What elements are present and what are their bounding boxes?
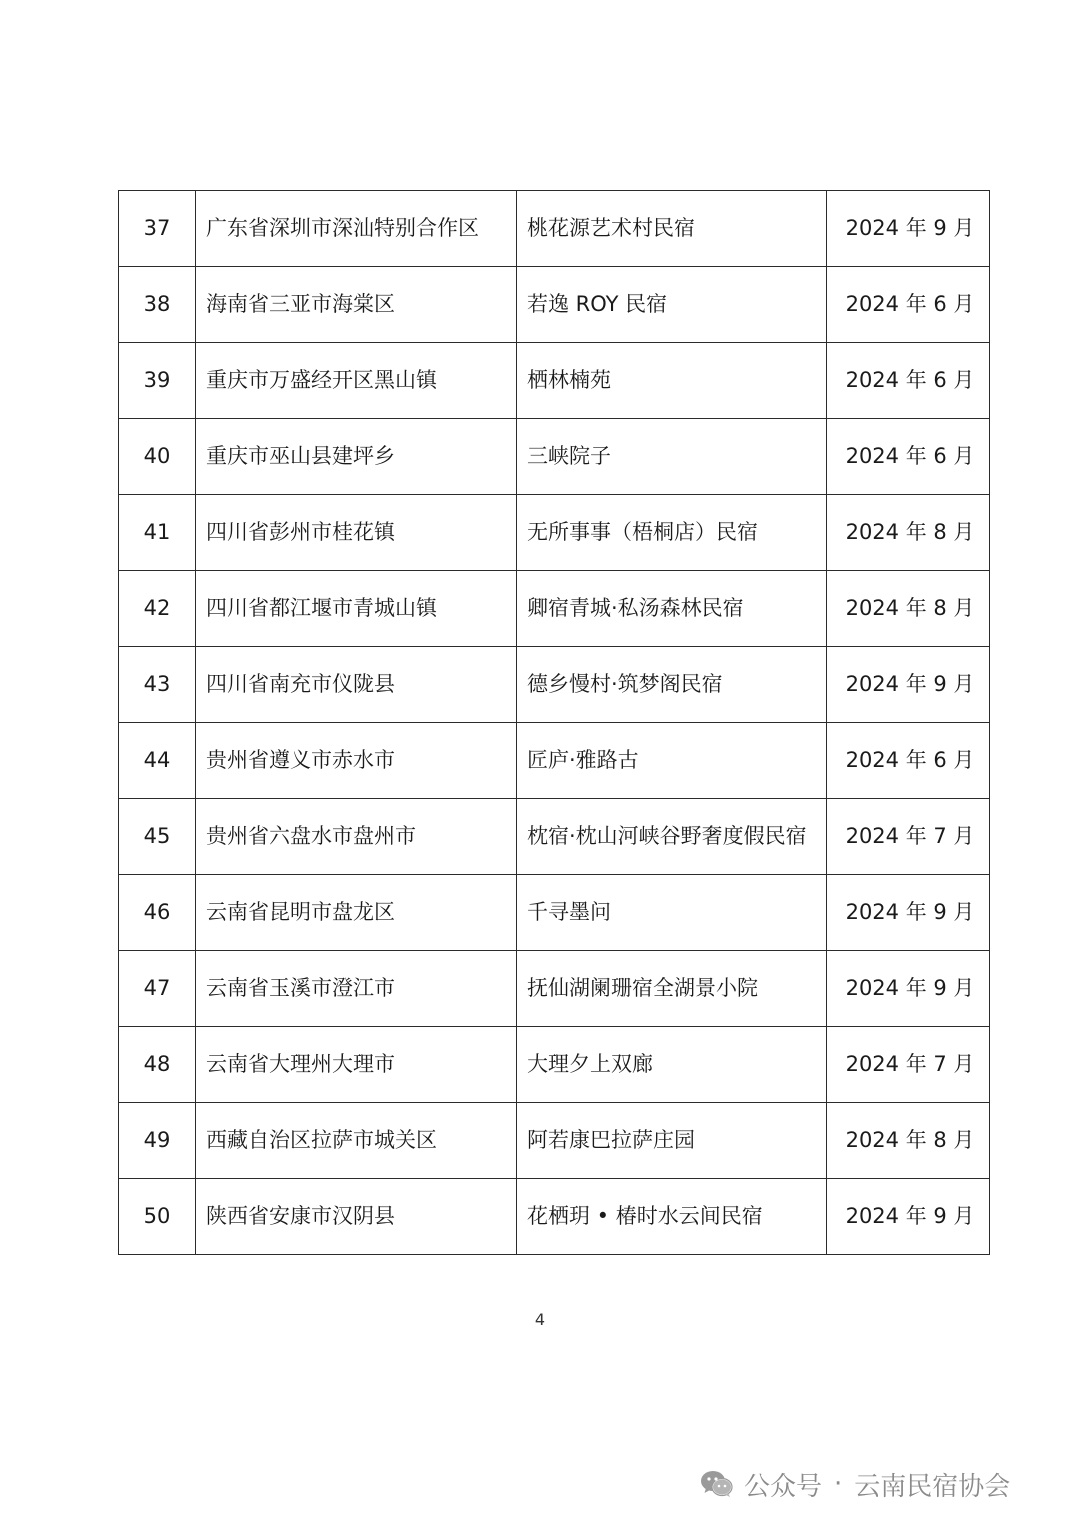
row-location: 贵州省遵义市赤水市 (196, 723, 517, 799)
row-homestay-name: 卿宿青城·私汤森林民宿 (517, 571, 827, 647)
row-date: 2024 年 8 月 (827, 1103, 990, 1179)
row-number: 38 (119, 267, 196, 343)
row-number: 37 (119, 191, 196, 267)
watermark-account: 云南民宿协会 (854, 1471, 1011, 1502)
homestay-list-table (118, 190, 990, 1255)
row-homestay-name: 无所事事（梧桐店）民宿 (517, 495, 827, 571)
row-number: 47 (119, 951, 196, 1027)
table-row (119, 571, 990, 647)
watermark-separator: · (834, 1469, 843, 1499)
row-date: 2024 年 9 月 (827, 647, 990, 723)
row-location: 贵州省六盘水市盘州市 (196, 799, 517, 875)
row-number: 46 (119, 875, 196, 951)
row-date: 2024 年 8 月 (827, 495, 990, 571)
row-date: 2024 年 9 月 (827, 1179, 990, 1255)
row-location: 云南省大理州大理市 (196, 1027, 517, 1103)
row-location: 广东省深圳市深汕特别合作区 (196, 191, 517, 267)
table-row (119, 191, 990, 267)
row-homestay-name: 三峡院子 (517, 419, 827, 495)
row-date: 2024 年 9 月 (827, 951, 990, 1027)
row-number: 42 (119, 571, 196, 647)
row-date: 2024 年 9 月 (827, 875, 990, 951)
wechat-icon (700, 1469, 734, 1499)
row-location: 西藏自治区拉萨市城关区 (196, 1103, 517, 1179)
row-date: 2024 年 7 月 (827, 1027, 990, 1103)
row-date: 2024 年 6 月 (827, 343, 990, 419)
table-row (119, 723, 990, 799)
row-number: 50 (119, 1179, 196, 1255)
table-row (119, 495, 990, 571)
table-row (119, 1027, 990, 1103)
row-homestay-name: 栖林楠苑 (517, 343, 827, 419)
table-row (119, 951, 990, 1027)
row-location: 四川省都江堰市青城山镇 (196, 571, 517, 647)
row-homestay-name: 千寻墨问 (517, 875, 827, 951)
table-row (119, 343, 990, 419)
row-date: 2024 年 6 月 (827, 267, 990, 343)
row-homestay-name: 大理夕上双廊 (517, 1027, 827, 1103)
row-homestay-name: 匠庐·雅路古 (517, 723, 827, 799)
row-location: 云南省昆明市盘龙区 (196, 875, 517, 951)
row-number: 41 (119, 495, 196, 571)
row-homestay-name: 花栖玥 • 椿时水云间民宿 (517, 1179, 827, 1255)
table-row (119, 875, 990, 951)
row-location: 四川省彭州市桂花镇 (196, 495, 517, 571)
row-date: 2024 年 6 月 (827, 419, 990, 495)
row-location: 陕西省安康市汉阴县 (196, 1179, 517, 1255)
row-date: 2024 年 7 月 (827, 799, 990, 875)
table-row (119, 1103, 990, 1179)
row-date: 2024 年 8 月 (827, 571, 990, 647)
row-date: 2024 年 9 月 (827, 191, 990, 267)
table-row (119, 799, 990, 875)
row-location: 云南省玉溪市澄江市 (196, 951, 517, 1027)
row-homestay-name: 抚仙湖阑珊宿全湖景小院 (517, 951, 827, 1027)
table-body (119, 191, 990, 1255)
table-row (119, 419, 990, 495)
table-row (119, 647, 990, 723)
row-homestay-name: 枕宿·枕山河峡谷野奢度假民宿 (517, 799, 827, 875)
row-homestay-name: 若逸 ROY 民宿 (517, 267, 827, 343)
row-homestay-name: 德乡慢村·筑梦阁民宿 (517, 647, 827, 723)
row-date: 2024 年 6 月 (827, 723, 990, 799)
row-number: 40 (119, 419, 196, 495)
watermark-label: 公众号 (744, 1471, 823, 1502)
row-location: 海南省三亚市海棠区 (196, 267, 517, 343)
row-number: 44 (119, 723, 196, 799)
row-number: 39 (119, 343, 196, 419)
row-number: 45 (119, 799, 196, 875)
row-homestay-name: 桃花源艺术村民宿 (517, 191, 827, 267)
row-location: 四川省南充市仪陇县 (196, 647, 517, 723)
row-number: 49 (119, 1103, 196, 1179)
row-number: 43 (119, 647, 196, 723)
wechat-watermark (700, 1462, 1010, 1506)
table-row (119, 267, 990, 343)
page-number: 4 (534, 1310, 546, 1329)
row-number: 48 (119, 1027, 196, 1103)
row-homestay-name: 阿若康巴拉萨庄园 (517, 1103, 827, 1179)
table-row (119, 1179, 990, 1255)
row-location: 重庆市巫山县建坪乡 (196, 419, 517, 495)
row-location: 重庆市万盛经开区黑山镇 (196, 343, 517, 419)
